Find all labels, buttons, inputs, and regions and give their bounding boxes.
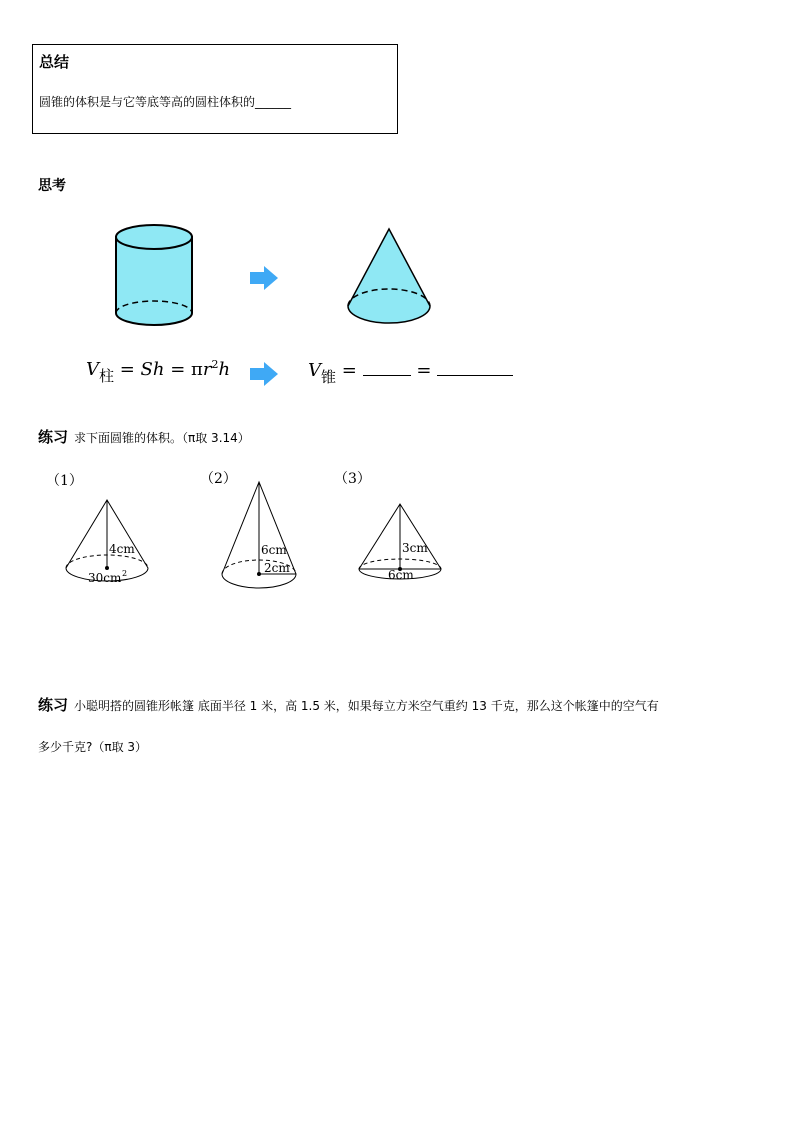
v-symbol: V: [308, 360, 321, 381]
exercise2-question: 小聪明搭的圆锥形帐篷 底面半径 1 米，高 1.5 米，如果每立方米空气重约 13 千克，那么这个帐篷中的空气有: [74, 699, 659, 713]
figure2-label: （2）: [200, 471, 237, 487]
formula-h: h: [152, 359, 165, 380]
right-arrow-icon: [248, 360, 280, 388]
figure3-diameter-label: 6cm: [388, 568, 414, 582]
exercise2-title: 练习: [38, 696, 69, 714]
cone-figure-3: [356, 500, 446, 586]
cone-subscript: 锥: [321, 368, 337, 386]
think-title: 思考: [38, 178, 66, 194]
summary-box: [32, 44, 398, 134]
cone-figure-2: [218, 478, 302, 594]
formula-eq: =: [341, 360, 357, 381]
figure3-label: （3）: [334, 471, 371, 487]
cylinder-volume-formula: [86, 358, 231, 385]
figure1-height-label: 4cm: [109, 542, 135, 556]
exercise2-question-cont: 多少千克?（π取 3）: [38, 740, 148, 754]
exercise2-heading: [38, 694, 768, 715]
cone-figure-1: [62, 494, 158, 590]
cone-figure: [344, 226, 434, 330]
figure1-base-label: 30cm: [88, 571, 122, 585]
cylinder-subscript: 柱: [99, 367, 115, 385]
cone-volume-formula: [308, 360, 513, 386]
figure1-base-sup: 2: [122, 569, 128, 578]
right-arrow-icon: [248, 264, 280, 292]
v-symbol: V: [86, 359, 99, 380]
formula-eq: =: [416, 360, 432, 381]
exercise1-title: 练习: [38, 428, 69, 446]
summary-title: 总结: [39, 53, 70, 71]
figure1-label: （1）: [46, 473, 83, 489]
formula-r: r: [202, 359, 212, 380]
summary-text: 圆锥的体积是与它等底等高的圆柱体积的______: [39, 95, 292, 109]
formula-eq: =: [114, 359, 141, 380]
cylinder-figure: [110, 215, 200, 335]
figure3-height-label: 3cm: [402, 541, 428, 555]
answer-blank: [363, 361, 411, 376]
answer-blank: [437, 361, 513, 376]
formula-eq-pi: = π: [164, 359, 203, 380]
exercise1-heading: [38, 426, 250, 447]
formula-h2: h: [218, 359, 231, 380]
figure2-radius-label: 2cm: [264, 561, 290, 575]
formula-square: 2: [211, 358, 219, 371]
exercise1-question: 求下面圆锥的体积。（π取 3.14）: [74, 431, 250, 445]
figure2-height-label: 6cm: [261, 543, 287, 557]
formula-s: S: [140, 359, 153, 380]
